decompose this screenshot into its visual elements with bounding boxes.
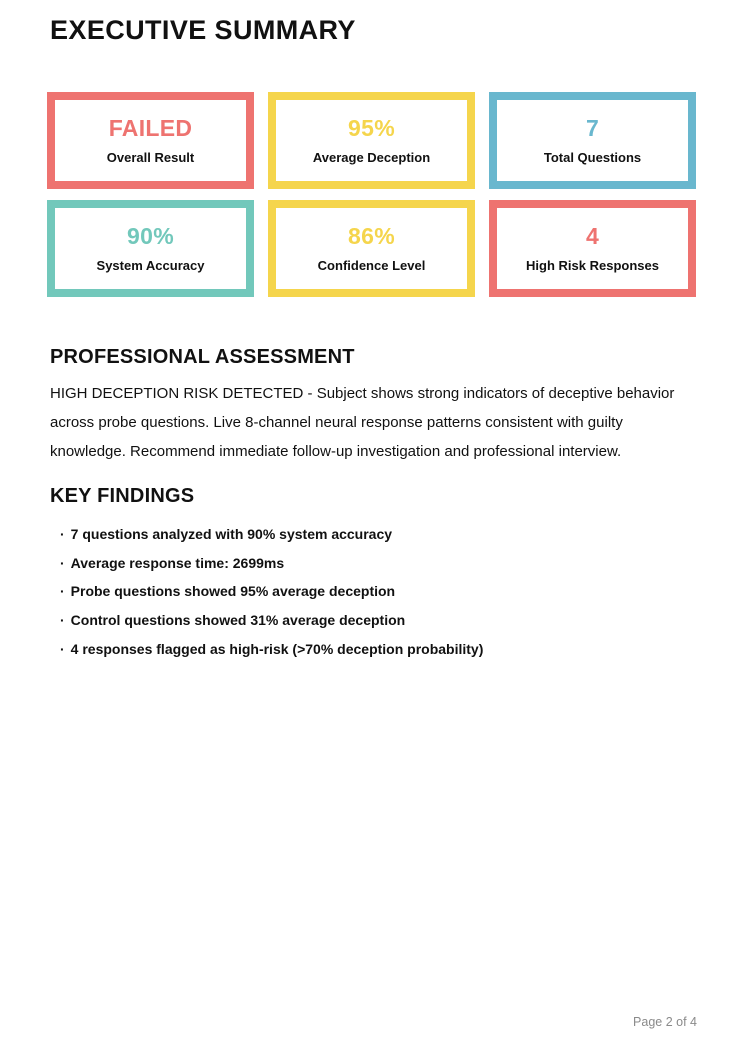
report-page	[0, 14, 743, 1044]
stat-value: 7	[585, 115, 600, 141]
stat-label: Overall Result	[106, 150, 195, 165]
stat-value: 86%	[348, 223, 395, 249]
stat-card-high-risk-responses	[489, 200, 696, 297]
stat-value: 90%	[127, 223, 174, 249]
key-finding-item: · Control questions showed 31% average deception	[60, 606, 696, 635]
stat-value: FAILED	[108, 115, 193, 141]
stat-value: 95%	[348, 115, 395, 141]
assessment-body-text: HIGH DECEPTION RISK DETECTED - Subject shows strong indicators of deceptive behavior across probe questions. Live 8-channel neural response patterns consistent with guilty knowledge. Recommend immediate follow-up investigation and professional interview.	[50, 385, 675, 460]
stat-value: 4	[585, 223, 600, 249]
stat-card-confidence-level	[268, 200, 475, 297]
stat-label: Confidence Level	[317, 258, 426, 273]
key-finding-item: · 7 questions analyzed with 90% system accuracy	[60, 520, 696, 549]
stat-card-average-deception	[268, 92, 475, 189]
key-findings-list	[60, 520, 696, 664]
key-finding-item: · Average response time: 2699ms	[60, 549, 696, 578]
stat-label: Total Questions	[543, 150, 642, 165]
stat-card-total-questions	[489, 92, 696, 189]
stat-card-system-accuracy	[47, 200, 254, 297]
key-finding-item: · 4 responses flagged as high-risk (>70% deception probability)	[60, 635, 696, 664]
assessment-heading: PROFESSIONAL ASSESSMENT	[50, 346, 355, 368]
page-title: EXECUTIVE SUMMARY	[50, 15, 356, 45]
stat-label: High Risk Responses	[526, 258, 659, 273]
summary-stat-cards	[47, 92, 696, 297]
key-finding-item: · Probe questions showed 95% average deception	[60, 577, 696, 606]
stat-card-overall-result	[47, 92, 254, 189]
stat-label: System Accuracy	[96, 258, 205, 273]
key-findings-heading: KEY FINDINGS	[50, 485, 195, 507]
stat-label: Average Deception	[312, 150, 431, 165]
page-number: Page 2 of 4	[633, 1015, 697, 1029]
